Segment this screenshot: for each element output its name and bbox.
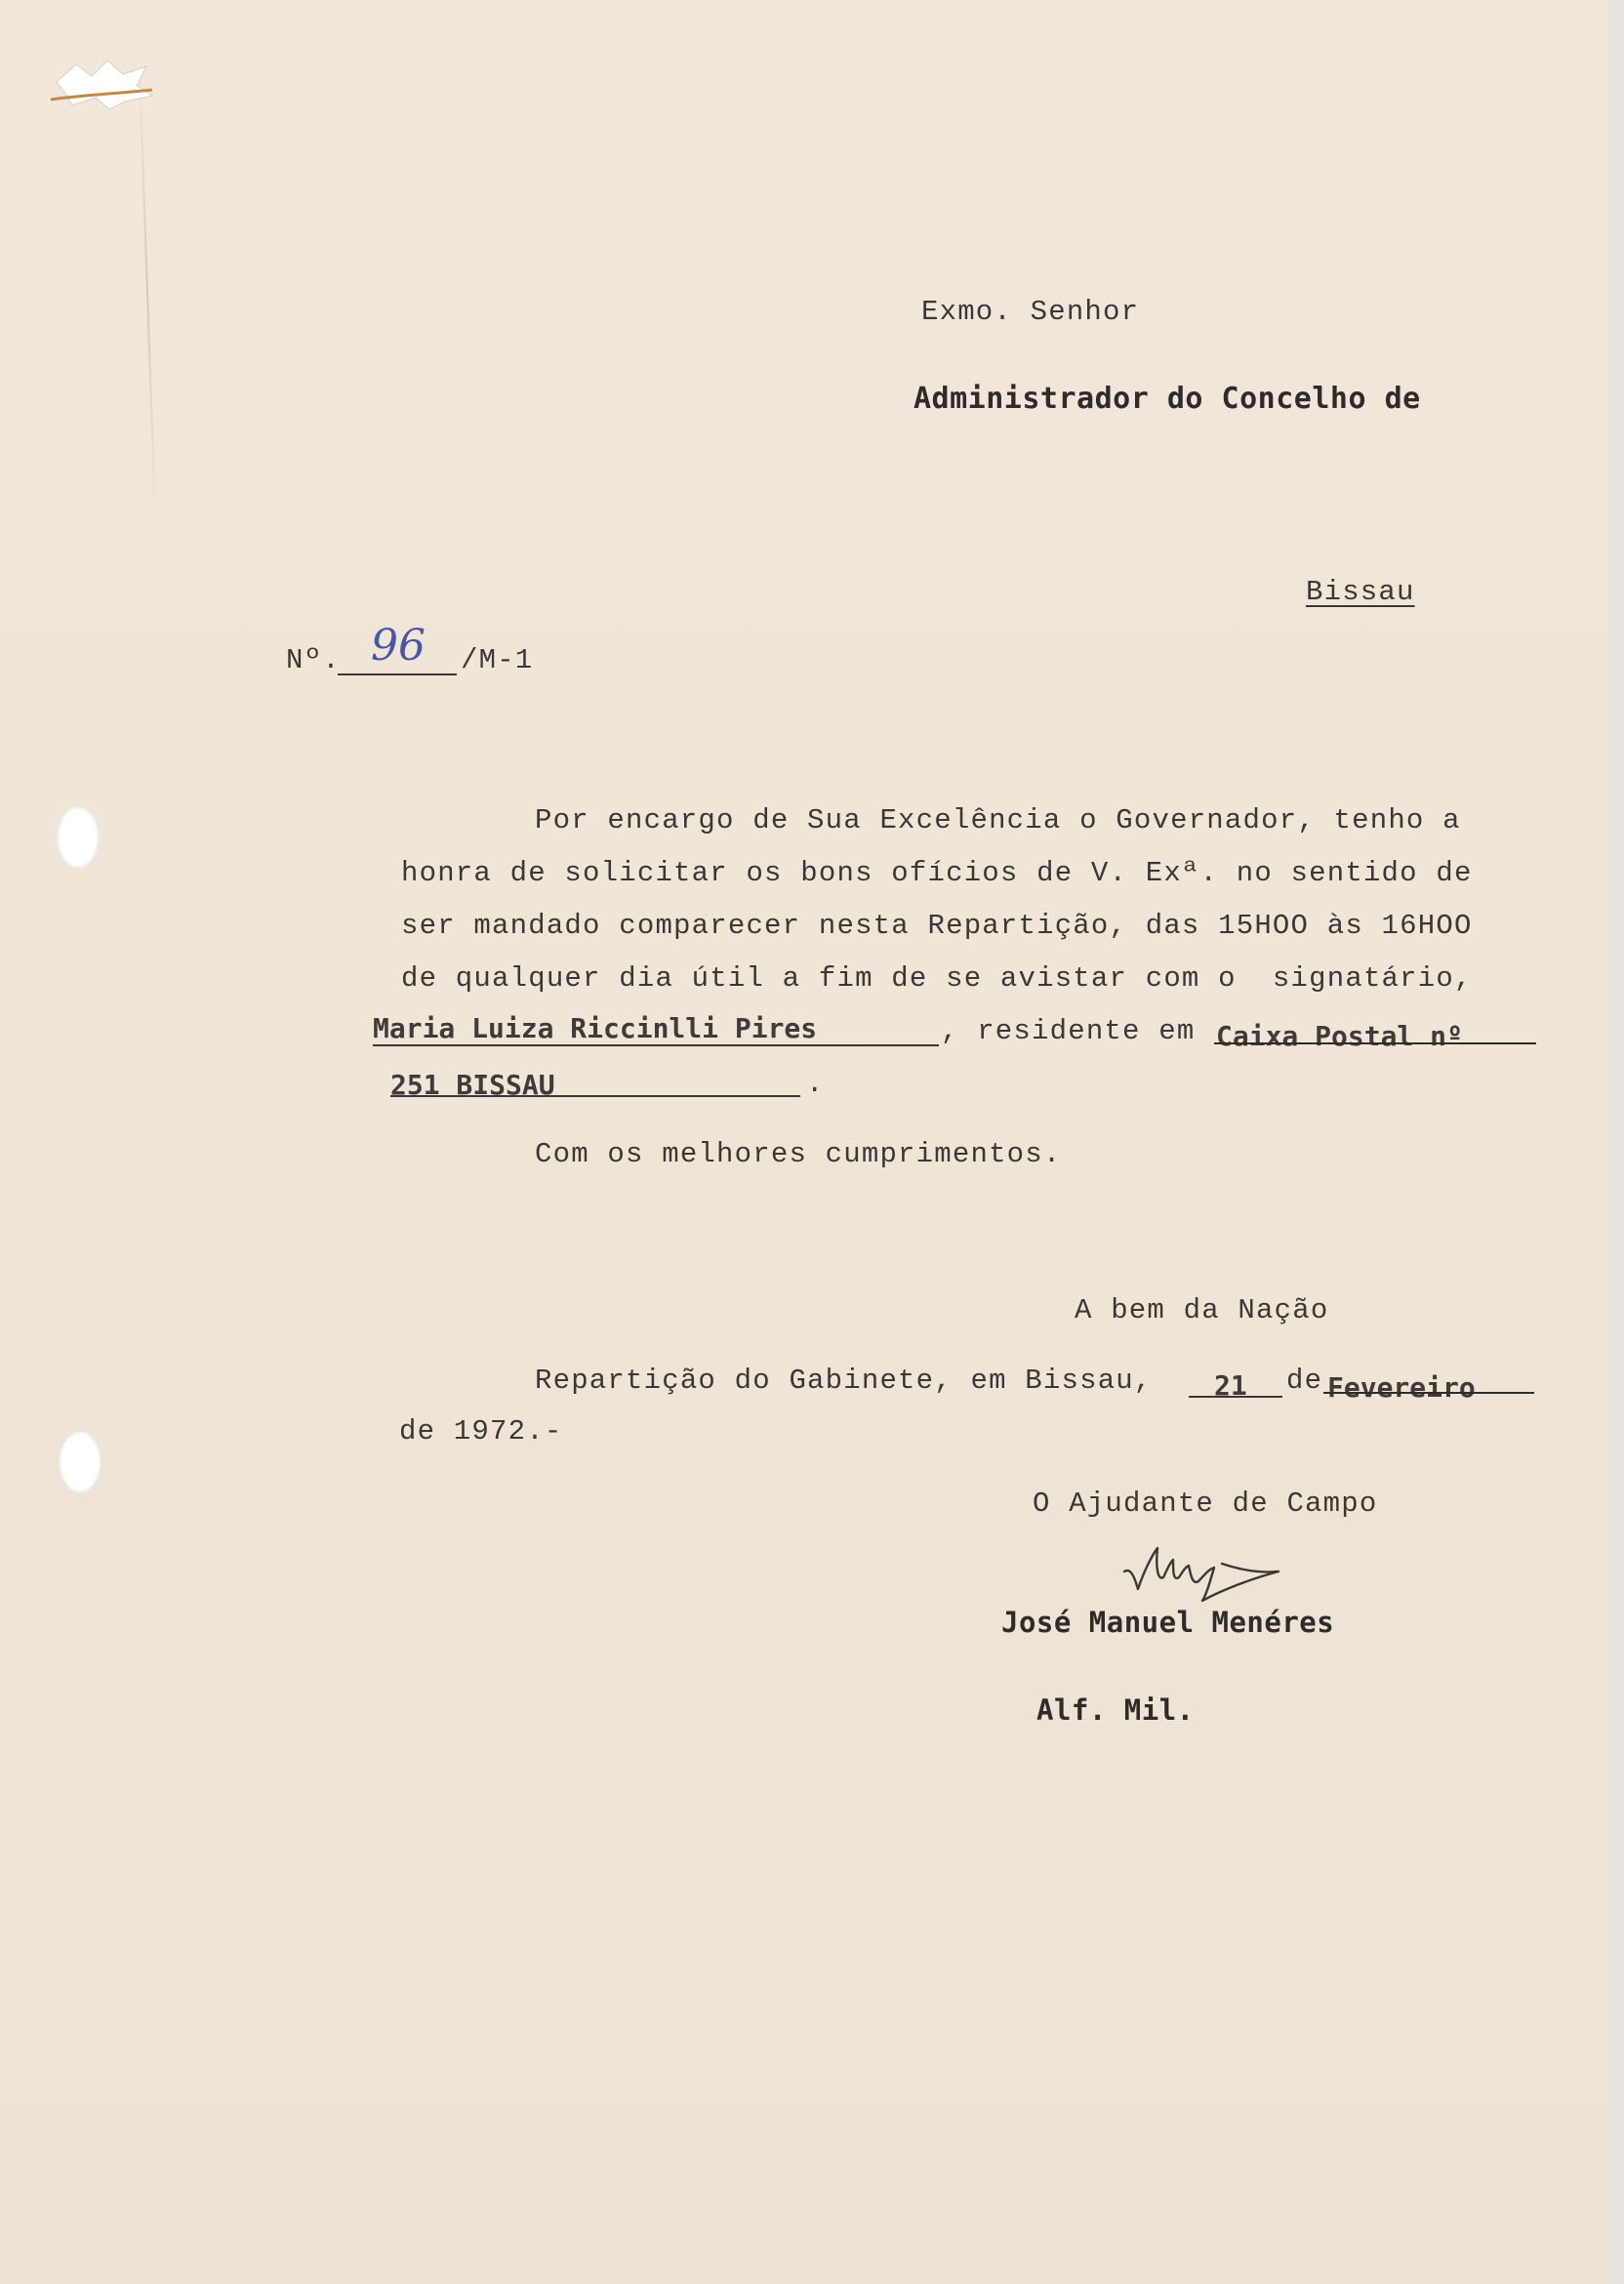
date-day-line [1189,1396,1282,1398]
closing-greeting: Com os melhores cumprimentos. [535,1138,1062,1170]
reference-handwritten-number: 96 [371,621,426,671]
person-name-line [373,1044,939,1046]
recipient-title: Administrador do Concelho de [914,382,1421,416]
body-line-3: ser mandado comparecer nesta Repartição, das 15HOO às 16HOO [401,910,1473,942]
reference-suffix: /M-1 [461,644,534,676]
signatory-role: O Ajudante de Campo [1033,1488,1378,1520]
date-month-line [1323,1392,1534,1394]
punch-hole-bottom [59,1431,102,1493]
date-prefix: Repartição do Gabinete, em Bissau, [535,1365,1153,1397]
signatory-rank: Alf. Mil. [1036,1693,1195,1727]
recipient-city: Bissau [1306,576,1415,608]
paper-fold-mark [139,59,157,527]
salutation: Exmo. Senhor [921,296,1140,328]
date-month: Fevereiro [1327,1371,1476,1404]
signatory-name: José Manuel Menéres [1001,1606,1335,1639]
address-part-1: Caixa Postal nº [1216,1020,1463,1052]
reference-fill-line [338,673,457,675]
reference-prefix: Nº. [286,644,341,676]
person-name: Maria Luiza Riccinlli Pires [373,1012,818,1044]
address-line-1 [1214,1042,1536,1044]
body-line-4: de qualquer dia útil a fim de se avistar com o signatário, [401,962,1473,995]
date-day: 21 [1214,1369,1247,1402]
punch-hole-top [57,806,100,869]
date-connector: de [1286,1365,1323,1397]
address-part-2: 251 BISSAU [390,1069,555,1101]
page-edge [1608,0,1624,2284]
staple-tear-icon [47,57,156,111]
body-line-2: honra de solicitar os bons ofícios de V. Exª. no sentido de [401,857,1473,889]
date-year: de 1972.- [399,1415,563,1448]
address-end: . [806,1068,825,1100]
motto: A bem da Nação [1075,1294,1329,1326]
residence-label: , residente em [941,1015,1196,1047]
address-line-2 [390,1095,800,1097]
body-line-1: Por encargo de Sua Excelência o Governador, tenho a [535,804,1461,836]
